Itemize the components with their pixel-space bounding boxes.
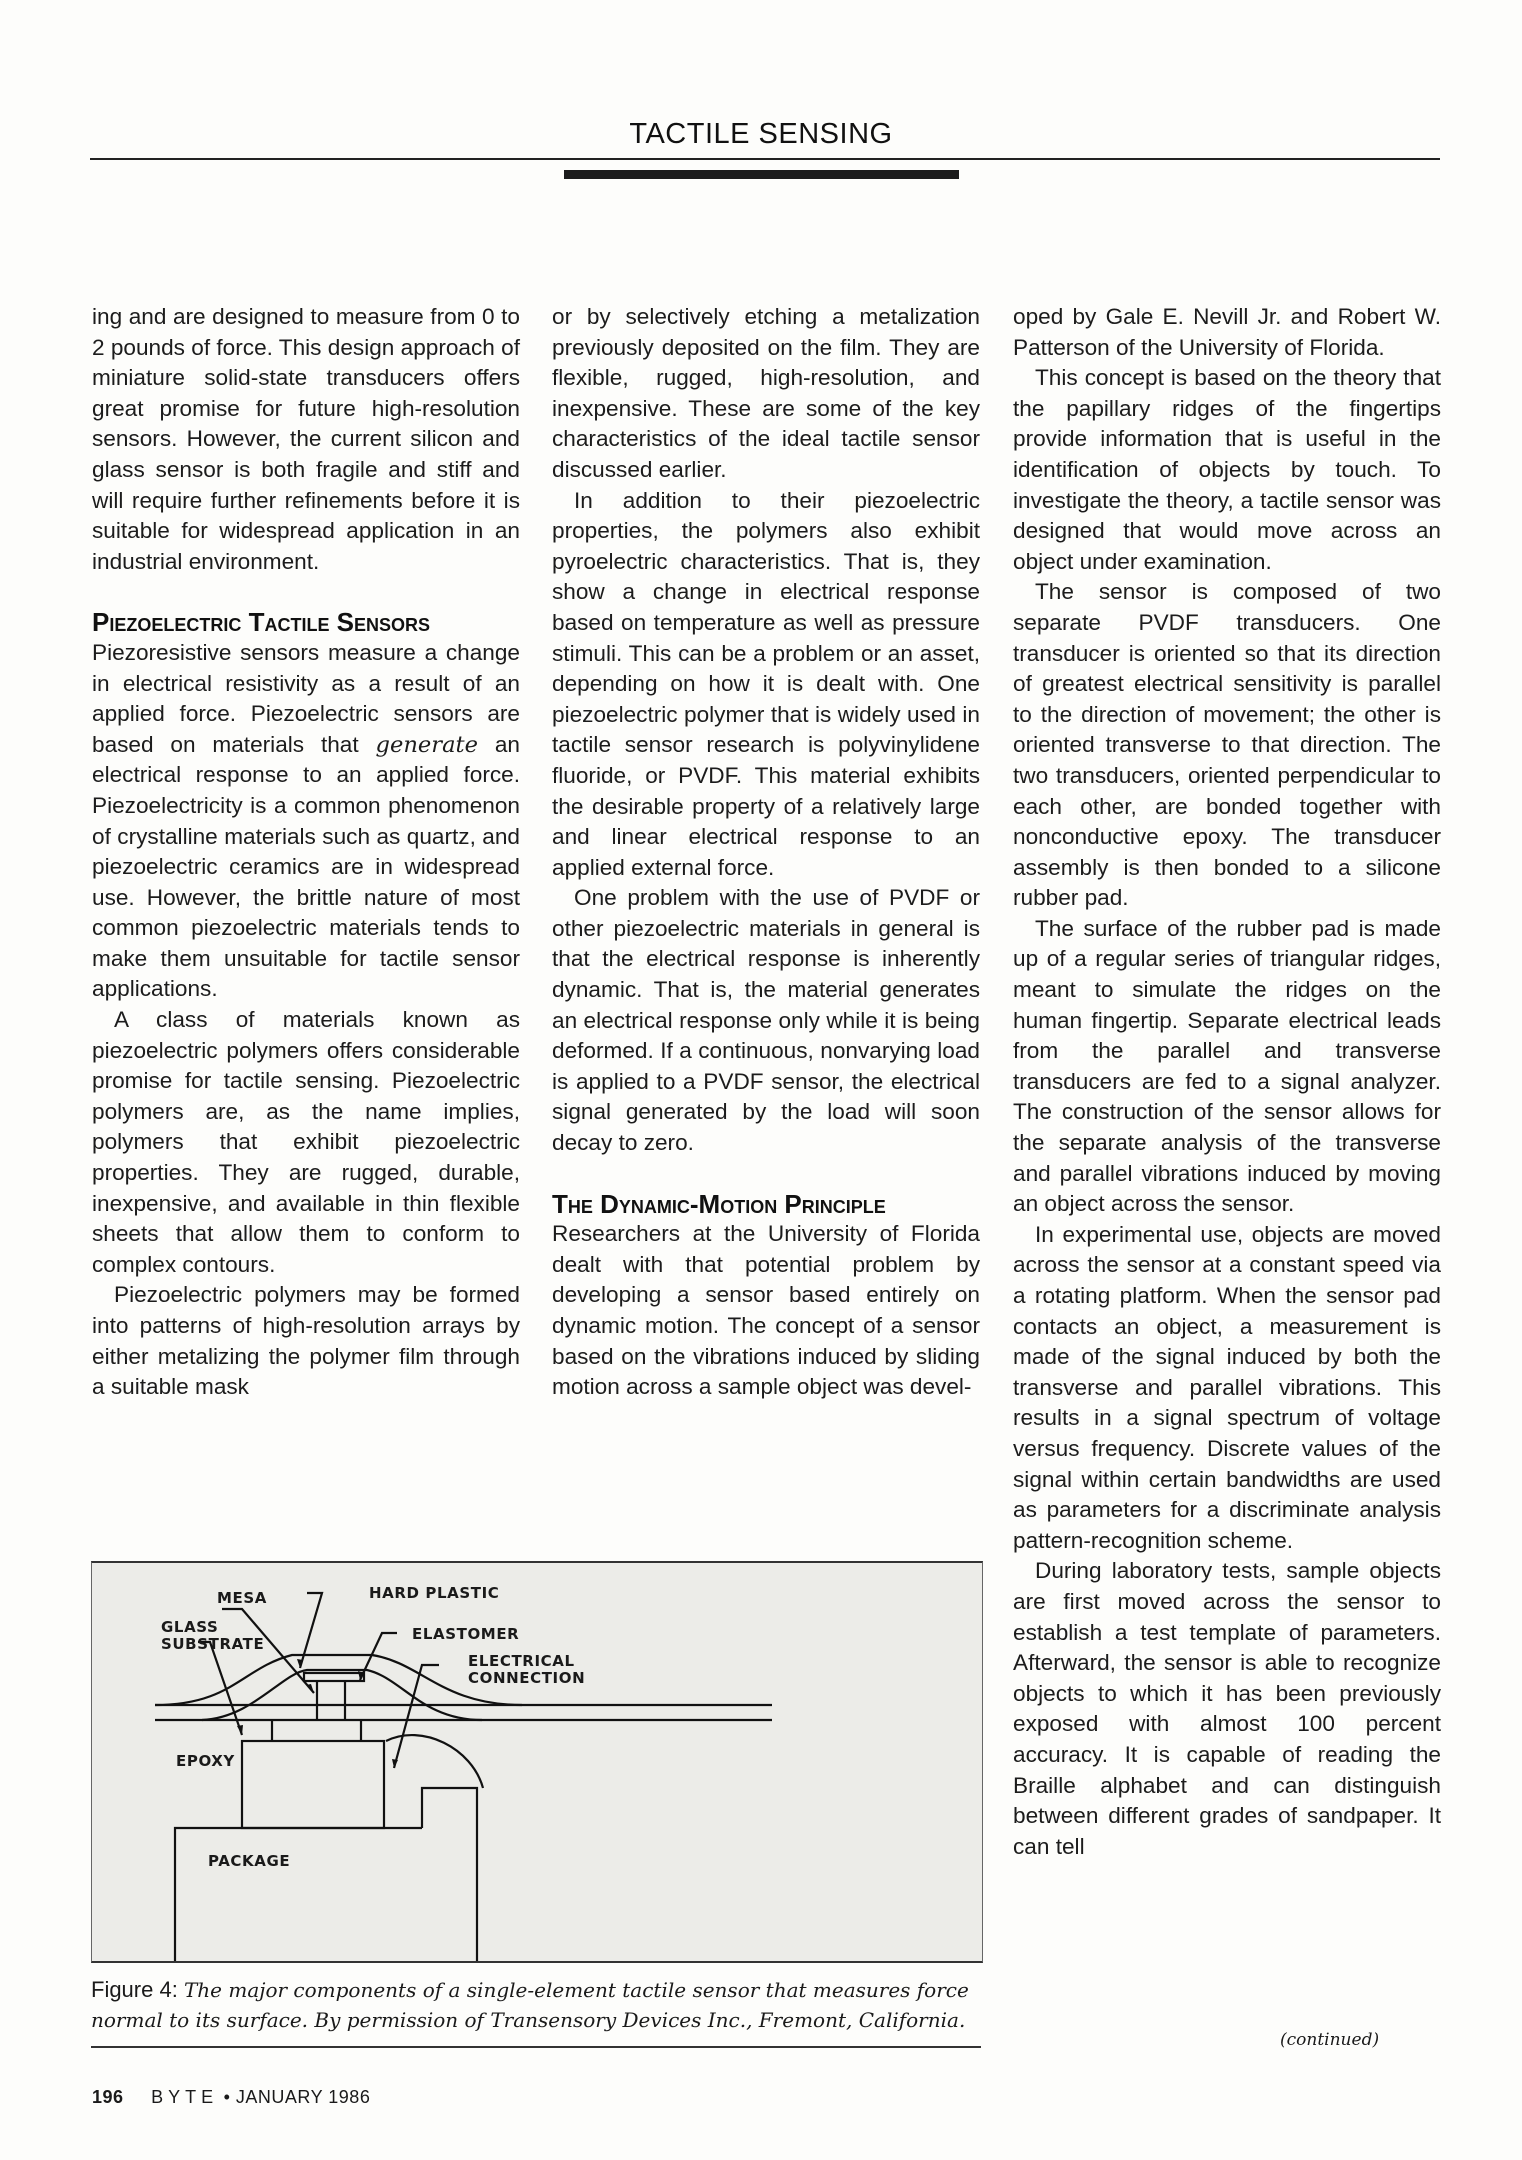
label-connection: CONNECTION (468, 1669, 586, 1687)
label-electrical: ELECTRICAL (468, 1652, 575, 1670)
paragraph: This concept is based on the theory that the papillary ridges of the fingertips provide information that is useful in the identification of objects by touch. To investigate the theory, a tactile sensor was designed that would move across an object under examination. (1013, 365, 1441, 574)
caption-body: The major components of a single-element tactile sensor that measures force normal to its surface. By permission of Transensory Devices Inc., Fremont, California. (91, 1978, 969, 2032)
section-heading-dynamic-motion: The Dynamic-Motion Principle (552, 1188, 886, 1219)
label-elastomer: ELASTOMER (412, 1625, 520, 1643)
paragraph: The surface of the rubber pad is made up of a regular series of triangular ridges, meant to simulate the ridges on the human fingertip. Separate electrical leads from the parallel and transverse transducers are fed to a signal analyzer. The construction of the sensor allows for the separate analysis of the transverse and parallel vibrations induced by moving an object across the sensor. (1013, 915, 1441, 1217)
separator-bullet: • (223, 2087, 231, 2107)
issue-date: JANUARY 1986 (235, 2087, 371, 2107)
header-rule (90, 158, 1440, 160)
label-hard-plastic: HARD PLASTIC (369, 1584, 500, 1602)
section-heading-piezoelectric: Piezoelectric Tactile Sensors (92, 607, 431, 638)
label-mesa: MESA (217, 1589, 267, 1607)
paragraph: In experimental use, objects are moved across the sensor at a constant speed via a rotating platform. When the sensor pad contacts an object, a measurement is made of the signal induced by both the transverse and parallel vibrations. This results in a signal spectrum of voltage versus frequency. Discrete values of the signal within certain bandwidths are used as parameters for a discriminate analysis pattern-recognition scheme. (1013, 1221, 1441, 1553)
paragraph: During laboratory tests, sample objects are first moved across the sensor to establish a test template of parameters. Afterward, the sensor is able to recognize objects to which it has been previously exposed with almost 100 percent accuracy. It is capable of reading the Braille alphabet and can distinguish between different grades of sandpaper. It can tell (1013, 1558, 1441, 1859)
magazine-name: BYTE (151, 2087, 219, 2107)
paragraph: or by selectively etching a metalization previously deposited on the film. They are flexible, rugged, high-resolution, and inexpensive. These are some of the key characteristics of the ideal tactile sensor discussed earlier. (552, 304, 980, 482)
column-3 (1013, 302, 1441, 1862)
label-glass: GLASS (161, 1618, 219, 1636)
caption-rule (91, 2046, 981, 2048)
figure-4-diagram (91, 1561, 983, 1963)
paragraph: Researchers at the University of Florida dealt with that potential problem by developing a sensor based entirely on dynamic motion. The concept of a sensor based on the vibrations induced by sliding motion across a sample object was devel- (552, 1221, 980, 1400)
continued-note: (continued) (1280, 2030, 1380, 2050)
paragraph: oped by Gale E. Nevill Jr. and Robert W. Patterson of the University of Florida. (1013, 304, 1441, 360)
label-package: PACKAGE (208, 1852, 291, 1870)
running-head: TACTILE SENSING (629, 118, 893, 150)
paragraph: One problem with the use of PVDF or other piezoelectric materials in general is that the electrical response is inherently dynamic. That is, the material generates an electrical response only while it is being deformed. If a continuous, nonvarying load is applied to a PVDF sensor, the electrical signal generated by the load will soon decay to zero. (552, 885, 980, 1156)
paragraph: A class of materials known as piezoelectric polymers offers considerable promise for tactile sensing. Piezoelectric polymers are, as the name implies, polymers that exhibit piezoelectric properties. They are rugged, durable, inexpensive, and available in thin flexible sheets that allow them to conform to complex contours. (92, 1007, 520, 1277)
header-bar (564, 170, 959, 179)
paragraph: In addition to their piezoelectric properties, the polymers also exhibit pyroelectric characteristics. That is, they show a change in electrical response based on temperature as well as pressure stimuli. This can be a problem or an asset, depending on how it is dealt with. One piezoelectric polymer that is widely used in tactile sensor research is polyvinylidene fluoride, or PVDF. This material exhibits the desirable property of a relatively large and linear electrical response to an applied external force. (552, 487, 980, 880)
label-substrate: SUBSTRATE (161, 1635, 265, 1653)
footer-folio (92, 2087, 370, 2108)
paragraph: The sensor is composed of two separate PVDF transducers. One transducer is oriented so that its direction of greatest electrical sensitivity is parallel to the direction of movement; the other is oriented transverse to that direction. The two transducers, oriented perpendicular to each other, are bonded together with nonconductive epoxy. The transducer assembly is then bonded to a silicone rubber pad. (1013, 579, 1441, 911)
paragraph: Piezoresistive sensors measure a change in electrical resistivity as a result of an applied force. Piezoelectric sensors are based on materials that generate an electrical response to an applied force. Piezoelectricity is a common phenomenon of crystalline materials such as quartz, and piezoelectric ceramics are in widespread use. However, the brittle nature of most common piezoelectric materials tends to make them unsuitable for tactile sensor applications. (92, 639, 520, 1002)
page-number: 196 (92, 2087, 124, 2107)
caption-lead: Figure 4: (91, 1977, 184, 2002)
paragraph: ing and are designed to measure from 0 to 2 pounds of force. This design approach of miniature solid-state transducers offers great promise for future high-resolution sensors. However, the current silicon and glass sensor is both fragile and stiff and will require further refinements before it is suitable for widespread application in an industrial environment. (92, 304, 520, 574)
column-1 (92, 302, 520, 1403)
emphasis-generate: generate (375, 731, 478, 758)
label-epoxy: EPOXY (176, 1752, 235, 1770)
column-2 (552, 302, 980, 1403)
paragraph: Piezoelectric polymers may be formed into patterns of high-resolution arrays by either metalizing the polymer film through a suitable mask (92, 1282, 520, 1400)
figure-caption (91, 1975, 991, 2035)
